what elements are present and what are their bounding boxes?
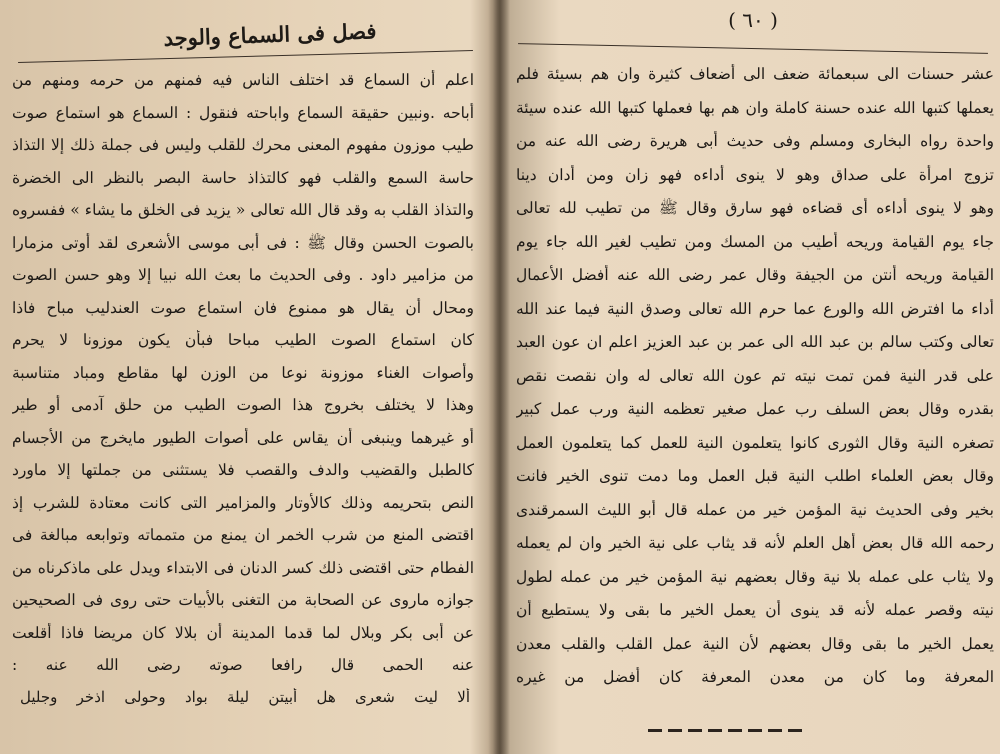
- book-spine: [488, 0, 510, 754]
- text-line: وأصوات الغناء موزونة نوعا من الوزن لها مقاطع ومباد متناسبة: [12, 363, 474, 382]
- text-line: القيامة وريحه أنتن من الجيفة وقال عمر رضى الله عنه أفضل الأعمال: [516, 266, 994, 284]
- text-line: رحمه الله قال بعض أهل العلم لأنه قد يثاب على نية الخير وان لم يعمله: [516, 534, 994, 552]
- poem-verse: ألا ليت شعرى هل أبيتن ليلة بواد وحولى اذخر وجليل: [20, 688, 470, 706]
- text-line: بالصوت الحسن وقال ﷺ : فى أبى موسى الأشعرى لقد أوتى مزمارا: [12, 233, 474, 252]
- left-page-text: [0, 0, 490, 754]
- text-line: تزوج امرأة على صداق وهو لا ينوى أداءه فهو زان ومن أدان دينا: [516, 165, 994, 184]
- text-line: بقدره وقال بعض السلف رب عمل صغير تعظمه النية ورب عمل كبير: [516, 400, 994, 418]
- text-line: جاء يوم القيامة وريحه أطيب من المسك ومن تطيب لغير الله جاء يوم: [516, 232, 994, 251]
- text-line: عشر حسنات الى سبعمائة ضعف الى أضعاف كثيرة وان هم بسيئة فلم: [516, 65, 994, 83]
- text-line: من مزامير داود . وفى الحديث ما بعث الله نبيا إلا وهو حسن الصوت: [12, 266, 474, 284]
- text-line: أداء ما افترض الله والورع عما حرم الله تعالى وصدق النية فيما عند الله: [516, 299, 994, 318]
- text-line: وهذا لا يختلف بخروج هذا الصوت الطيب من حلق آدمى أو طير: [12, 396, 474, 414]
- right-page: [508, 0, 1000, 754]
- text-line: أو غيرهما وينبغى أن يقاس على أصوات الطيور مايخرج من الأجسام: [12, 428, 474, 447]
- text-line: يعمل الخير ما بقى وقال بعضهم لأن النية عمل القلب والقلب معدن: [516, 634, 994, 653]
- text-line: بخير وفى الحديث نية المؤمن خير من عمله قال أبو الليث السمرقندى: [516, 500, 994, 519]
- chapter-title: فصل فى السماع والوجد: [163, 18, 377, 51]
- text-line: وهو لا ينوى أداءه أى قضاءه فهو سارق وقال ﷺ من تطيب لله تعالى: [516, 199, 994, 217]
- text-line: وقال بعض العلماء اطلب النية قبل العمل وما دمت تنوى الخير فانت: [516, 467, 994, 485]
- text-line: اقتضى المنع من شرب الخمر ان يمنع من متمماته وتوابعه مبالغة فى: [12, 526, 474, 544]
- text-line: على قدر النية فمن تمت نيته تم عون الله تعالى له وان نقصت نقص: [516, 366, 994, 385]
- text-line: جوازه ماروى عن الصحابة من التغنى بالأبيات حتى روى فى الصحيحين: [12, 591, 474, 609]
- text-line: كالطبل والقضيب والدف والقصب فلا يستثنى من جملتها إلا ماورد: [12, 461, 474, 479]
- text-line: واحدة رواه البخارى ومسلم وفى حديث أبى هريرة رضى الله عنه من: [516, 132, 994, 150]
- text-line: المعرفة وما كان من معدن المعرفة كان أفضل من غيره: [516, 668, 994, 686]
- text-line: كان استماع الصوت الطيب مباحا فبأن يكون موزونا لا يحرم: [12, 331, 474, 349]
- text-line: تعالى وكتب سالم بن عبد الله الى عمر بن عبد العزيز اعلم ان عون العبد: [516, 333, 994, 351]
- text-line: طيب موزون مفهوم المعنى محرك للقلب وليس فى جملة ذلك إلا التذاذ: [12, 136, 474, 154]
- text-line: ولا يثاب على عمله بلا نية وقال بعضهم نية المؤمن خير من عمله لطول: [516, 567, 994, 586]
- text-line: أباحه .ونبين حقيقة السماع واباحته فنقول : السماع هو استماع صوت: [12, 103, 474, 122]
- text-line: الفطام حتى اقتضى ذلك كسر الدنان فى الابتداء ويدل على ماذكرناه من: [12, 558, 474, 577]
- text-line: نيته وقصر عمله لأنه قد ينوى أن يعمل الخير ما بقى ولا يستطيع أن: [516, 601, 994, 619]
- text-line: عنه الحمى قال رافعا صوته رضى الله عنه :: [12, 656, 474, 674]
- left-page: [0, 0, 490, 754]
- page-number: ( ٦٠ ): [728, 8, 778, 32]
- end-ornament: [648, 729, 808, 732]
- text-line: حاسة السمع والقلب فهو كالتذاذ حاسة البصر بالنظر الى الخضرة: [12, 168, 474, 187]
- text-line: عن أبى بكر وبلال لما قدما المدينة أن بلالا كان مريضا فاذا أقلعت: [12, 623, 474, 642]
- text-line: ومحال أن يقال هو ممنوع فان استماع صوت العندليب مباح فاذا: [12, 298, 474, 317]
- text-line: تصغره النية وقال الثورى كانوا يتعلمون النية للعمل كما يتعلمون العمل: [516, 433, 994, 452]
- right-page-text: [508, 0, 1000, 754]
- text-line: يعملها كتبها الله عنده حسنة كاملة وان هم بها فعملها كتبها الله عنده سيئة: [516, 98, 994, 117]
- text-line: والتذاذ القلب به وقد قال الله تعالى « يزيد فى الخلق ما يشاء » ففسروه: [12, 201, 474, 219]
- text-line: اعلم أن السماع قد اختلف الناس فيه فمنهم من حرمه ومنهم من: [12, 71, 474, 89]
- text-line: النص بتحريمه وذلك كالأوتار والمزامير التى كانت معتادة للشرب إذ: [12, 493, 474, 512]
